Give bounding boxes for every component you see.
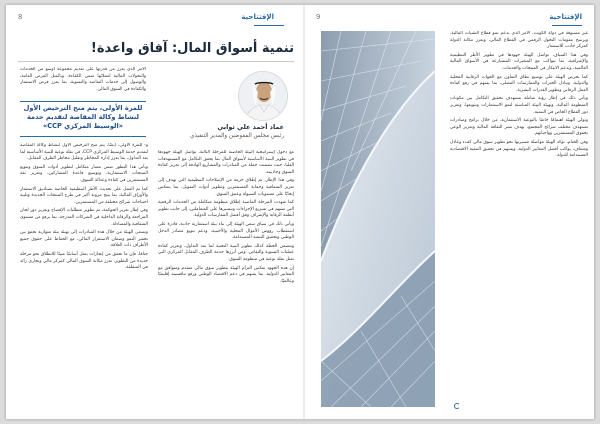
article-column-right <box>158 150 294 412</box>
paragraph: إن هذه الجهود تعكس التزام الهيئة بتطوير سوق مالي متقدم ومتوافق مع المعايير الدولية، بما يسهم في دعم الاقتصاد الوطني ورفع تنافسيته إقليميًا وعالميًا. <box>158 265 294 284</box>
author-role: رئيس مجلس المفوضين والمدير التنفيذي <box>190 133 284 139</box>
intro-paragraph: الأمر الذي يعزز من قدرتها على تقديم مجموعة أوسع من الخدمات والتحولات المالية لعملائها ضمن الكفاءة، وبالمثل الفرص العامة، والوصول إلى خدمات التقاصد والتسوية، بما يعزز فرص الاستثمار والكفاءة في السوق المالي. <box>20 67 146 92</box>
quote-top-rule <box>20 101 146 102</box>
paragraph: وفي هذا السياق، تواصل الهيئة جهودها في تطوير الأطر التنظيمية والإشرافية، بما يتواكب مع المتغيرات المتسارعة في الأسواق المالية العالمية، ويدعم الابتكار في المنتجات والخدمات. <box>450 52 588 71</box>
architecture-photo <box>321 31 435 407</box>
article-title: تنمية أسواق المال: آفاق واعدة! <box>90 41 294 56</box>
paragraph: وتتضمن الخطة كذلك تطوير البنية التحتية لما بعد التداول، وتعزيز كفاءة عمليات التسوية والتقاص، ومن أبرزها خدمة الطرف المقابل المركزي التي تمثل نقلة نوعية في منظومة السوق. <box>158 243 294 262</box>
article-column-left <box>20 143 148 412</box>
paragraph: ويأتي ذلك في سياق سعي الهيئة إلى بناء بيئة استثمارية جاذبة، قادرة على استقطاب رؤوس الأموال المحلية والأجنبية، ودعم تنويع مصادر الدخل الوطني وتحقيق التنمية المستدامة. <box>158 221 294 241</box>
paragraph: وفي هذا الإطار، تم إطلاق حزمة من الإصلاحات التنظيمية التي تهدف إلى تعزيز الشفافية وحماية المستثمرين وتطوير أدوات التمويل، بما ينعكس إيجابًا على مستويات السيولة وعمق السوق. <box>158 178 294 197</box>
end-mark-icon <box>454 403 460 409</box>
page-gutter <box>303 5 305 419</box>
header-accent-line <box>552 25 582 26</box>
paragraph: كما تم العمل على تحديث الأطر التنظيمية الخاصة بصناديق الاستثمار والأوراق المالية، بما يتيح مرونة أكبر في طرح المنتجات الجديدة وتلبية احتياجات شرائح مختلفة من المستثمرين. <box>20 186 148 205</box>
paragraph: ويأتي هذا التطور ضمن مسار متكامل لتطوير أدوات السوق وتنويع المنتجات الاستثمارية، وتوسيع قاعدة المشاركين، وتعزيز ثقة المستثمرين في كفاءة وعدالة السوق. <box>20 164 148 183</box>
left-page-header: الإفتتاحية <box>241 13 274 21</box>
title-divider <box>18 61 294 62</box>
magazine-spread <box>6 5 594 419</box>
header-accent-line <box>254 25 284 26</box>
right-article-column <box>450 31 588 401</box>
paragraph: ختامًا، فإن ما تحقق من إنجازات يمثل أساسًا متينًا للانطلاق نحو مرحلة جديدة من التطوير، تعزز مكانة السوق المالي كمركز مالي وتجاري رائد في المنطقة. <box>20 251 148 271</box>
paragraph: وتولي الهيئة اهتمامًا خاصًا بالتوعية الاستثمارية، من خلال برامج ومبادرات تستهدف مختلف شرائح المجتمع، بهدف نشر الثقافة المالية وتعزيز الوعي بحقوق المستثمرين وواجباتهم. <box>450 118 588 137</box>
paragraph: مع دخول إستراتيجية البيئة الحاضنة للمرحلة الثالثة، تواصل الهيئة جهودها في تطوير البنية الأساسية لأسواق المال بما يحقق التكامل مع المستهدفات العليا، حيث تضمنت جملة من المبادرات والمشاريع الهادفة إلى تعزيز كفاءة السوق وجاذبيته. <box>158 150 294 175</box>
author-photo <box>238 71 288 121</box>
pull-quote: للمرة الأولى، يتم منح الترخيص الأول لنشاط وكالة المقاصة لتقديم خدمة «الوسيط المركزي CCP» <box>23 104 143 131</box>
right-page-number: 9 <box>316 13 321 21</box>
paragraph: كما شهدت المرحلة الماضية إطلاق منظومة متكاملة من الخدمات الرقمية التي تسهم في تسريع الإجراءات وتيسيرها على المتعاملين، إلى جانب تطوير أنظمة الرقابة والإشراف وفق أفضل الممارسات الدولية. <box>158 200 294 219</box>
paragraph: وفي الختام، تؤكد الهيئة مواصلة مسيرتها نحو تطوير سوق مالي كفء وعادل وشفاف، يواكب أفضل المعايير الدولية، ويسهم في تحقيق التنمية الاقتصادية المستدامة للدولة. <box>450 139 588 159</box>
paragraph: غير مسبوقة في دولة الكويت، الأمر الذي يدعم نمو قطاع التقنيات المالية، ويرسخ مقومات التحول الرقمي في القطاع المالي، ويعزز مكانة الدولة كمركز جاذب للاستثمار. <box>450 31 588 50</box>
paragraph: وفي إطار تعزيز الحوكمة، تم تطوير متطلبات الإفصاح وتعزيز دور لجان المراجعة والرقابة الداخلية في الشركات المدرجة، بما يرفع من مستوى الشفافية والمساءلة. <box>20 208 148 227</box>
right-page-header: الإفتتاحية <box>549 13 582 21</box>
paragraph: وتسعى الهيئة من خلال هذه المبادرات إلى تهيئة بيئة متوازنة تجمع بين تحفيز النمو وضمان الاستقرار المالي، مع الحفاظ على حقوق جميع الأطراف ذات العلاقة. <box>20 230 148 249</box>
quote-bottom-rule <box>20 136 146 137</box>
paragraph: و- للمرة الأولى، أيضًا، يتم منح الترخيص الأول لنشاط وكالة المقاصة لتقديم خدمة الوسيط المركزي CCP، في نقلة نوعية للبنية الأساسية لما بعد التداول، بما يعزز إدارة المخاطر وتقليل مخاطر الطرف المقابل. <box>20 143 148 162</box>
paragraph: كما تحرص الهيئة على توسيع نطاق التعاون مع الجهات الرقابية المحلية والدولية، وتبادل الخبرات والممارسات الفضلى، بما يسهم في رفع كفاءة العمل الرقابي وتطوير القدرات البشرية. <box>450 74 588 93</box>
paragraph: ويأتي ذلك في إطار رؤية شاملة تستهدف تحقيق التكامل بين مكونات المنظومة المالية، وتهيئة البيئة المناسبة لنمو الاستثمارات وتنويعها، وتعزيز دور القطاع الخاص في التنمية. <box>450 96 588 115</box>
author-name: عماد أحمد علي ثوابي <box>217 123 284 131</box>
left-page-number: 8 <box>18 13 23 21</box>
